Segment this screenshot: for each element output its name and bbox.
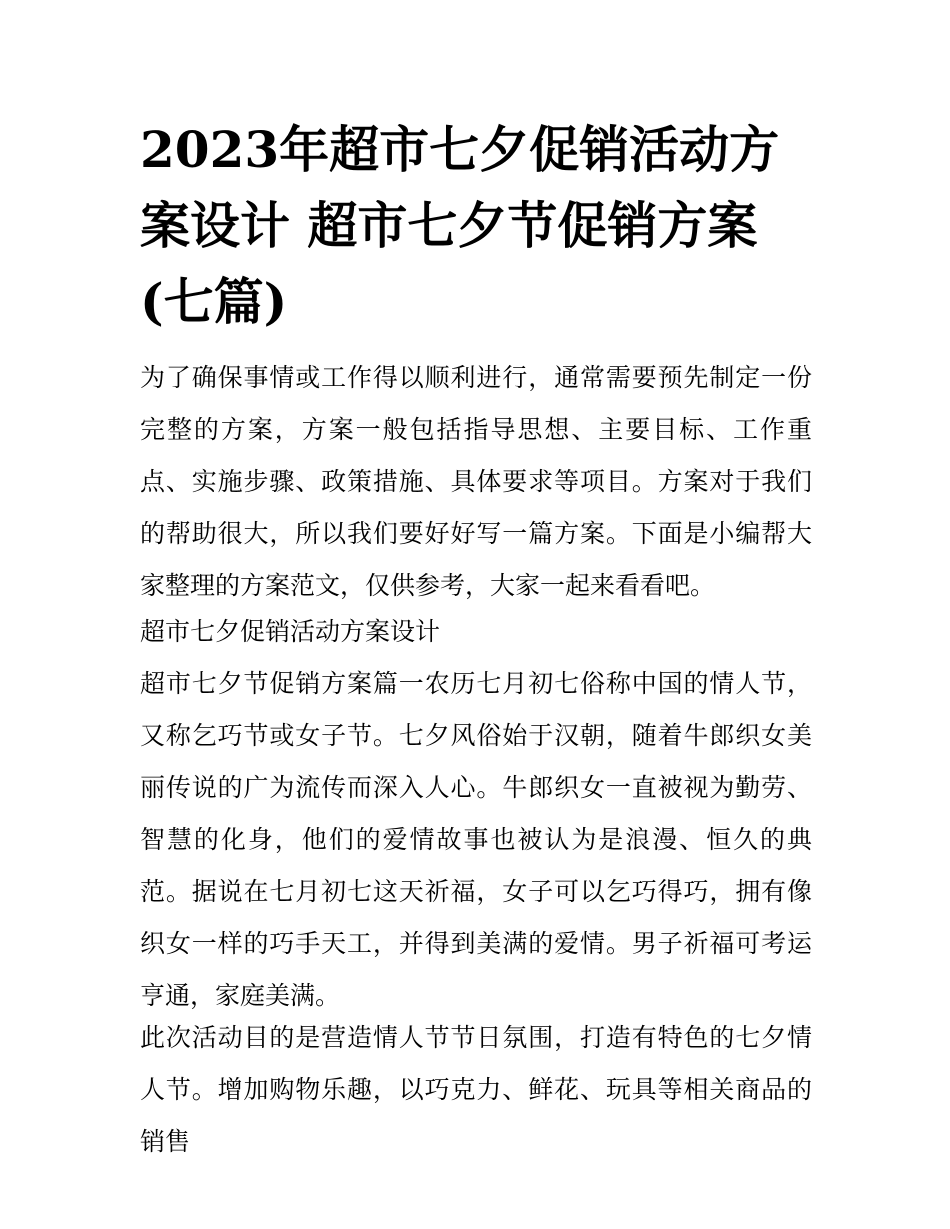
body-paragraph: 超市七夕节促销方案篇一农历七月初七俗称中国的情人节，又称乞巧节或女子节。七夕风俗始于汉朝，随着牛郎织女美丽传说的广为流传而深入人心。牛郎织女一直被视为勤劳、智慧的化身，他们的爱情故事也被认为是浪漫、恒久的典范。据说在七月初七这天祈福，女子可以乞巧得巧，拥有像织女一样的巧手天工，并得到美满的爱情。男子祈福可考运亨通，家庭美满。 (140, 669, 812, 1010)
document-title: 2023年超市七夕促销活动方案设计 超市七夕节促销方案(七篇) (140, 120, 780, 331)
section-heading: 超市七夕促销活动方案设计 (140, 617, 441, 646)
body-paragraph: 此次活动目的是营造情人节节日氛围，打造有特色的七夕情人节。增加购物乐趣，以巧克力、鲜花、玩具等相关商品的销售 (140, 1023, 812, 1156)
intro-paragraph: 为了确保事情或工作得以顺利进行，通常需要预先制定一份完整的方案，方案一般包括指导思想、主要目标、工作重点、实施步骤、政策措施、具体要求等项目。方案对于我们的帮助很大，所以我们要好好写一篇方案。下面是小编帮大家整理的方案范文，仅供参考，大家一起来看看吧。 (140, 363, 812, 600)
